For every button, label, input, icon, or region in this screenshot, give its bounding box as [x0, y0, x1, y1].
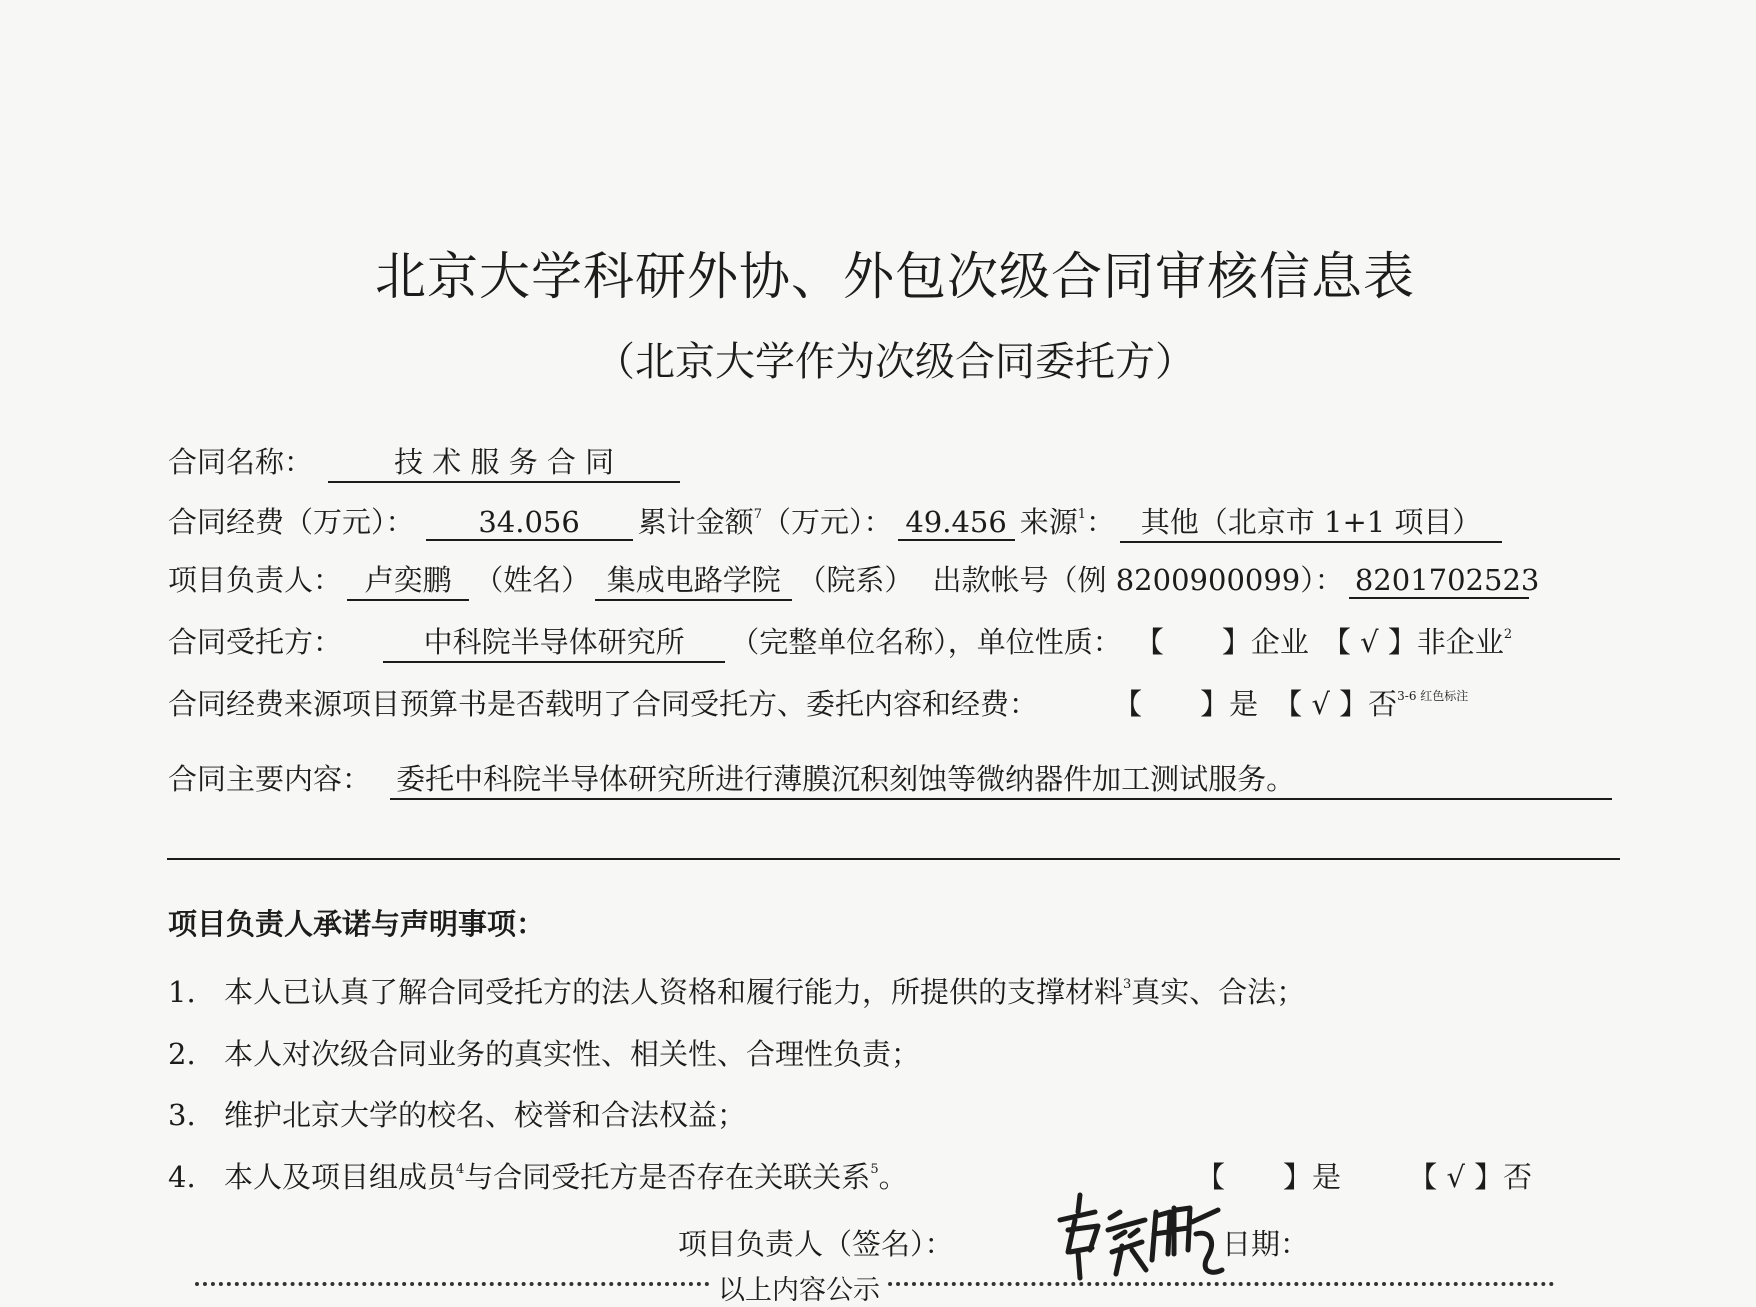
commitment-item-footnote-2: 5 — [870, 1162, 879, 1177]
budget-question-row — [168, 682, 1468, 723]
main-content-blank-line — [167, 858, 1620, 860]
main-content-row — [168, 757, 1612, 800]
contract-name-row — [168, 440, 680, 483]
budget-no-footnote: 3-6 红色标注 — [1397, 689, 1469, 703]
leader-name-hint: （姓名） — [474, 563, 591, 597]
enterprise-checkbox: 【 】 — [1134, 625, 1251, 659]
leader-department: 集成电路学院 — [595, 558, 792, 601]
leader-label: 项目负责人： — [168, 563, 343, 597]
commitment-item-text: 本人已认真了解合同受托方的法人资格和履行能力，所提供的支撑材料 — [224, 975, 1124, 1009]
contractee-value: 中科院半导体研究所 — [383, 620, 725, 663]
commitment-item-4 — [168, 1155, 908, 1196]
leader-row — [168, 558, 1540, 601]
budget-yes-checkbox: 【 】 — [1113, 687, 1230, 721]
handwritten-signature — [1050, 1190, 1230, 1290]
commitment-item-number: 1. — [168, 975, 196, 1009]
account-label: 出款帐号（例 8200900099）： — [932, 563, 1344, 597]
source-colon: ： — [1086, 505, 1116, 539]
commitment-item-footnote: 3 — [1123, 977, 1132, 992]
leader-department-hint: （院系） — [797, 563, 914, 597]
source-footnote: 1 — [1077, 507, 1086, 522]
leader-name: 卢奕鹏 — [347, 558, 469, 601]
commitment-item-end: 。 — [878, 1160, 908, 1194]
date-label: 日期： — [1222, 1227, 1310, 1261]
source-label: 来源 — [1019, 505, 1078, 539]
cumulative-unit: （万元）： — [762, 505, 893, 539]
related-yes-checkbox: 【 】 — [1196, 1160, 1313, 1194]
contractee-label: 合同受托方： — [168, 625, 343, 659]
funding-row — [168, 500, 1502, 543]
commitment-item-tail: 真实、合法； — [1131, 975, 1306, 1009]
cumulative-value: 49.456 — [898, 505, 1015, 541]
commitment-item-number: 3. — [168, 1098, 196, 1132]
commitment-item-tail: 与合同受托方是否存在关联关系 — [464, 1160, 871, 1194]
commitment-heading: 项目负责人承诺与声明事项： — [168, 907, 546, 941]
budget-no-checkbox: 【 √ 】 — [1273, 687, 1369, 721]
commitment-item-3 — [168, 1093, 746, 1134]
commitment-item-1 — [168, 970, 1305, 1011]
commitment-item-2 — [168, 1032, 920, 1073]
account-value: 8201702523 — [1349, 563, 1529, 599]
contractee-hint: （完整单位名称），单位性质： — [730, 625, 1122, 659]
non-enterprise-footnote: 2 — [1503, 627, 1513, 642]
page-subtitle: （北京大学作为次级合同委托方） — [595, 339, 1195, 385]
budget-question-label: 合同经费来源项目预算书是否载明了合同受托方、委托内容和经费： — [168, 687, 1039, 721]
page-title: 北京大学科研外协、外包次级合同审核信息表 — [374, 248, 1415, 307]
commitment-item-footnote: 4 — [456, 1162, 465, 1177]
non-enterprise-checkbox: 【 √ 】 — [1321, 625, 1417, 659]
commitment-item-text: 本人对次级合同业务的真实性、相关性、合理性负责； — [224, 1037, 921, 1071]
commitment-item-number: 2. — [168, 1037, 196, 1071]
funding-value: 34.056 — [426, 505, 633, 541]
related-no-checkbox: 【 √ 】 — [1408, 1160, 1504, 1194]
contractee-row — [168, 620, 1512, 663]
related-yes-option: 是 — [1312, 1160, 1342, 1194]
cumulative-footnote: 7 — [753, 507, 762, 522]
non-enterprise-option: 非企业 — [1416, 625, 1504, 659]
funding-label: 合同经费（万元）： — [168, 505, 415, 539]
main-content-label: 合同主要内容： — [168, 762, 372, 796]
public-notice-label: 以上内容公示 — [712, 1268, 886, 1307]
contract-name-value: 技 术 服 务 合 同 — [328, 440, 680, 483]
main-content-value: 委托中科院半导体研究所进行薄膜沉积刻蚀等微纳器件加工测试服务。 — [390, 757, 1612, 800]
related-no-option: 否 — [1503, 1160, 1533, 1194]
commitment-item-text: 维护北京大学的校名、校誉和合法权益； — [224, 1098, 747, 1132]
commitment-item-text: 本人及项目组成员 — [224, 1160, 457, 1194]
budget-no-option: 否 — [1368, 687, 1398, 721]
cumulative-label: 累计金额 — [637, 505, 754, 539]
budget-yes-option: 是 — [1229, 687, 1259, 721]
signature-label: 项目负责人（签名）： — [678, 1227, 954, 1261]
source-value: 其他（北京市 1+1 项目） — [1120, 500, 1502, 543]
contract-name-label: 合同名称： — [168, 445, 314, 479]
enterprise-option: 企业 — [1250, 625, 1309, 659]
related-party-options — [1196, 1155, 1532, 1196]
commitment-item-number: 4. — [168, 1160, 196, 1194]
